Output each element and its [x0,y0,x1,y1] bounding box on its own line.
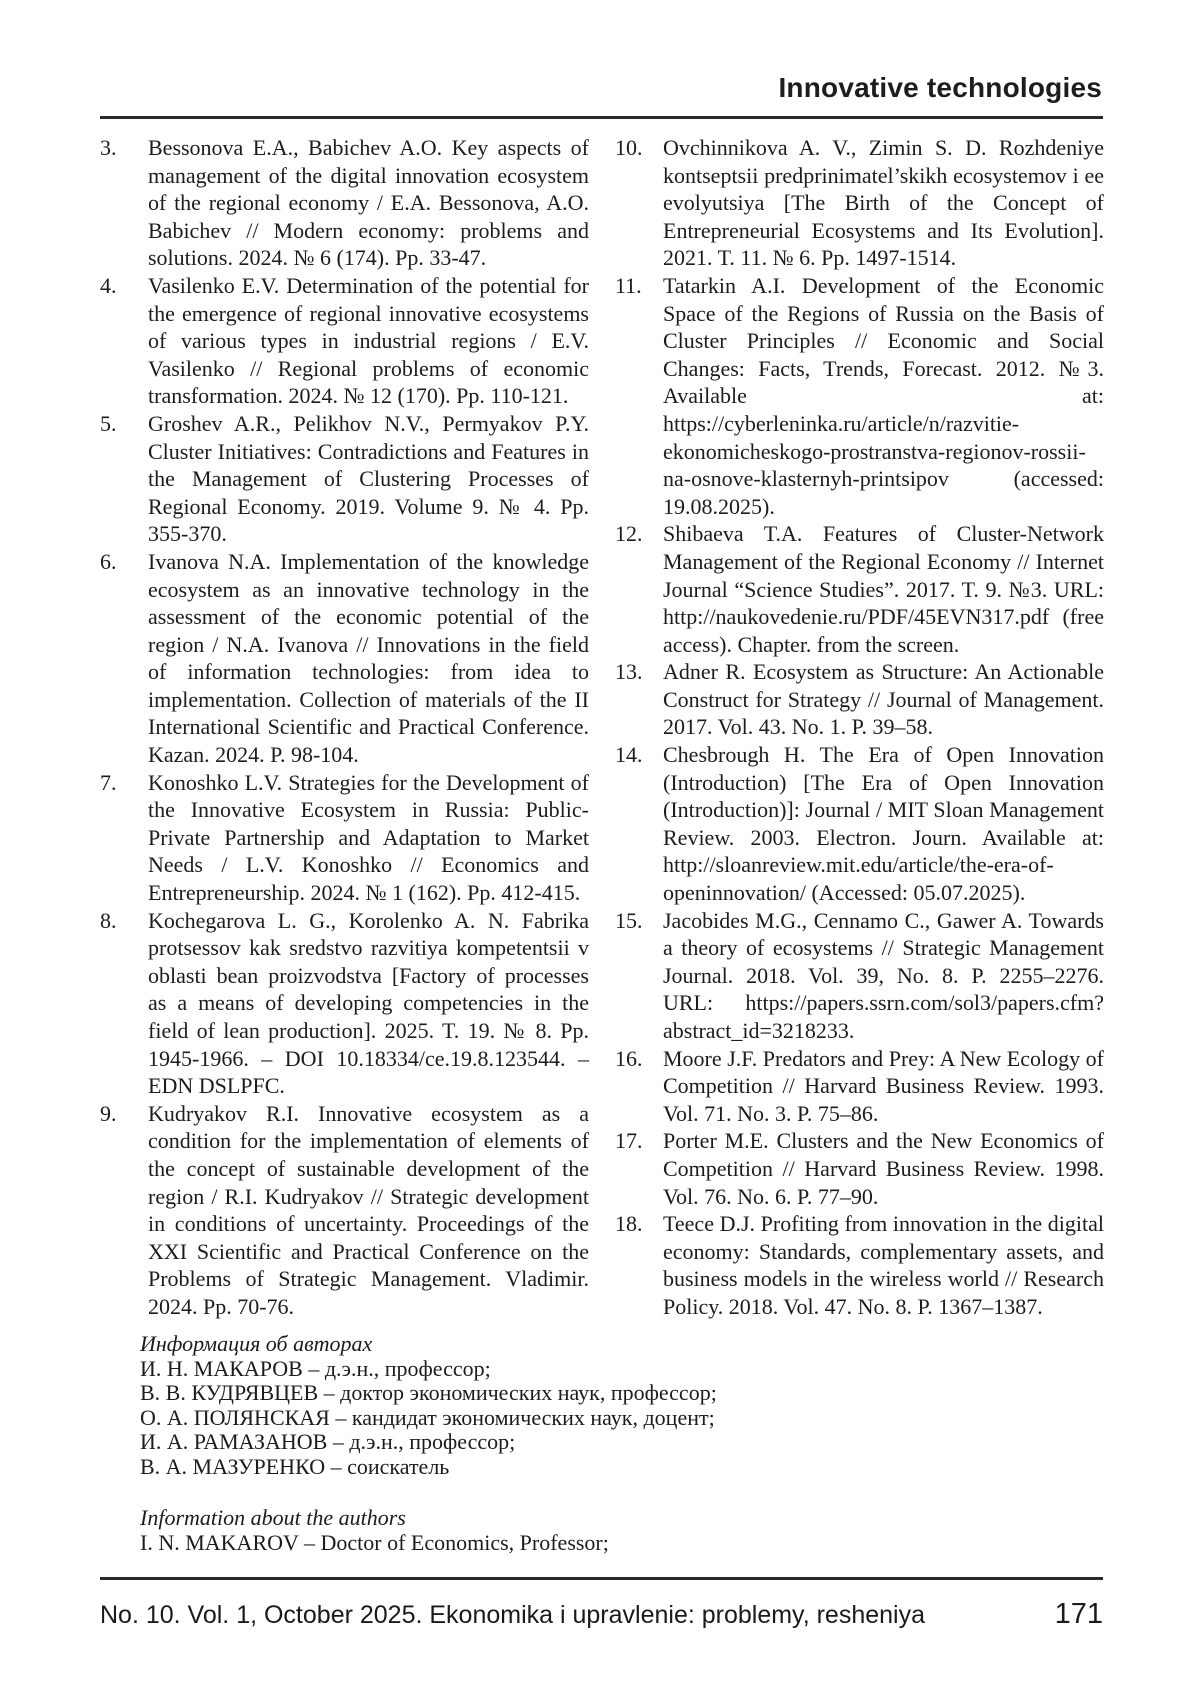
reference-number: 13. [615,659,643,685]
reference-item [100,410,589,548]
reference-item [615,1210,1104,1320]
reference-number: 14. [615,742,643,768]
reference-number: 11. [615,272,642,298]
reference-text: Groshev A.R., Pelikhov N.V., Permyakov P.Y. Cluster Initiatives: Contradictions and Features in the Management of Clustering Processes of Regional Economy. 2019. Volume 9. № 4. Pp. 355-370. [148,410,589,547]
header-rule [100,116,1103,119]
reference-number: 3. [100,135,117,160]
reference-number: 18. [615,1211,643,1237]
reference-text: Jacobides M.G., Cennamo C., Gawer A. Towards a theory of ecosystems // Strategic Management Journal. 2018. Vol. 39, No. 8. P. 2255–2276. URL: https://papers.ssrn.com/sol3/papers.cfm?abstract_id=3218233. [663,907,1104,1043]
references-section [100,134,1103,1321]
reference-text: Ovchinnikova A. V., Zimin S. D. Rozhdeniye kontseptsii predprinimatel’skikh ecosystemov i ee evolyutsiya [The Birth of the Concept of Entrepreneurial Ecosystems and Its Evolution]. 2021. T. 11. № 6. Pp. 1497-1514. [663,135,1104,271]
reference-number: 4. [100,272,117,298]
page-number: 171 [1054,1598,1103,1630]
authors-info-english [140,1505,609,1555]
reference-item [615,1127,1104,1210]
reference-text: Bessonova E.A., Babichev A.O. Key aspects of management of the digital innovation ecosystem of the regional economy / E.A. Bessonova, A.O. Babichev // Modern economy: problems and solutions. 2024. № 6 (174). Pp. 33-47. [148,135,589,271]
reference-item [615,907,1104,1045]
reference-text: Kochegarova L. G., Korolenko A. N. Fabrika protsessov kak sredstvo razvitiya kompetentsii v oblasti bean proizvodstva [Factory of processes as a means of developing competencies in the field of lean production]. 2025. T. 19. № 8. Pp. 1945-1966. – DOI 10.18334/ce.19.8.123544. – EDN DSLPFC. [148,907,589,1099]
reference-item [615,520,1104,658]
footer-rule [100,1577,1103,1580]
reference-text: Porter M.E. Clusters and the New Economics of Competition // Harvard Business Review. 1998. Vol. 76. No. 6. P. 77–90. [663,1128,1104,1209]
authors-info-ru-heading: Информация об авторах [140,1331,373,1356]
author-line: В. А. МАЗУРЕНКО – соискатель [140,1453,450,1479]
reference-text: Chesbrough H. The Era of Open Innovation (Introduction) [The Era of Open Innovation (Introduction)]: Journal / MIT Sloan Management Review. 2003. Electron. Journ. Available at: http://sloanreview.mit.edu/article/the-era-of-openinnovation/ (Accessed: 05.07.2025). [663,742,1104,906]
reference-item [100,907,589,1100]
reference-number: 9. [100,1100,117,1126]
reference-number: 12. [615,521,643,547]
reference-number: 7. [100,769,117,795]
reference-item [100,548,589,769]
reference-item [100,272,589,410]
reference-item [100,134,589,272]
reference-text: Adner R. Ecosystem as Structure: An Actionable Construct for Strategy // Journal of Management. 2017. Vol. 43. No. 1. P. 39–58. [663,659,1104,740]
running-head-title: Innovative technologies [778,72,1102,103]
reference-number: 16. [615,1045,643,1071]
reference-item [615,741,1104,907]
reference-text: Moore J.F. Predators and Prey: A New Ecology of Competition // Harvard Business Review. 1993. Vol. 71. No. 3. P. 75–86. [663,1045,1104,1126]
reference-text: Ivanova N.A. Implementation of the knowledge ecosystem as an innovative technology in the assessment of the economic potential of the region / N.A. Ivanova // Innovations in the field of information technologies: from idea to implementation. Collection of materials of the II International Scientific and Practical Conference. Kazan. 2024. P. 98-104. [148,548,589,768]
reference-text: Shibaeva T.A. Features of Cluster-Network Management of the Regional Economy // Internet Journal “Science Studies”. 2017. T. 9. №3. URL: http://naukovedenie.ru/PDF/45EVN317.pdf (free access). Chapter. from the screen. [663,521,1104,657]
references-right-column [615,134,1104,1321]
reference-text: Tatarkin A.I. Development of the Economic Space of the Regions of Russia on the Basis of Cluster Principles // Economic and Social Changes: Facts, Trends, Forecast. 2012. №3. Available at: https://cyberleninka.ru/article/n/razvitie-ekonomicheskogo-prostranstva-regionov-rossii-na-osnove-klasternyh-printsipov (accessed: 19.08.2025). [663,272,1104,519]
author-line: О. А. ПОЛЯНСКАЯ – кандидат экономических наук, доцент; [140,1404,715,1430]
reference-item [100,1100,589,1321]
reference-number: 6. [100,548,117,574]
reference-item [615,658,1104,741]
author-line: И. А. РАМАЗАНОВ – д.э.н., профессор; [140,1429,516,1455]
reference-number: 17. [615,1128,643,1154]
reference-text: Konoshko L.V. Strategies for the Development of the Innovative Ecosystem in Russia: Public-Private Partnership and Adaptation to Market Needs / L.V. Konoshko // Economics and Entrepreneurship. 2024. № 1 (162). Pp. 412-415. [148,769,589,906]
reference-number: 15. [615,907,643,933]
references-left-column [100,134,589,1321]
reference-number: 10. [615,135,643,160]
authors-info-russian [140,1332,717,1480]
reference-item [100,769,589,907]
reference-item [615,1045,1104,1128]
author-line: В. В. КУДРЯВЦЕВ – доктор экономических наук, профессор; [140,1380,717,1406]
author-line: I. N. MAKAROV – Doctor of Economics, Professor; [140,1530,609,1555]
reference-text: Teece D.J. Profiting from innovation in the digital economy: Standards, complementary assets, and business models in the wireless world // Research Policy. 2018. Vol. 47. No. 8. P. 1367–1387. [663,1211,1104,1319]
authors-info-en-heading: Information about the authors [140,1505,406,1530]
page-footer [100,1598,1103,1631]
reference-item [615,134,1104,272]
reference-text: Kudryakov R.I. Innovative ecosystem as a condition for the implementation of elements of the concept of sustainable development of the region / R.I. Kudryakov // Strategic development in conditions of uncertainty. Proceedings of the XXI Scientific and Practical Conference on the Problems of Strategic Management. Vladimir. 2024. Pp. 70-76. [148,1100,589,1319]
journal-issue-line: No. 10. Vol. 1, October 2025. Ekonomika i upravlenie: problemy, resheniya [100,1601,925,1629]
reference-item [615,272,1104,520]
reference-number: 8. [100,907,117,933]
reference-number: 5. [100,410,117,436]
author-line: И. Н. МАКАРОВ – д.э.н., профессор; [140,1355,491,1381]
reference-text: Vasilenko E.V. Determination of the potential for the emergence of regional innovative ecosystems of various types in industrial regions / E.V. Vasilenko // Regional problems of economic transformation. 2024. № 12 (170). Pp. 110-121. [148,272,589,409]
